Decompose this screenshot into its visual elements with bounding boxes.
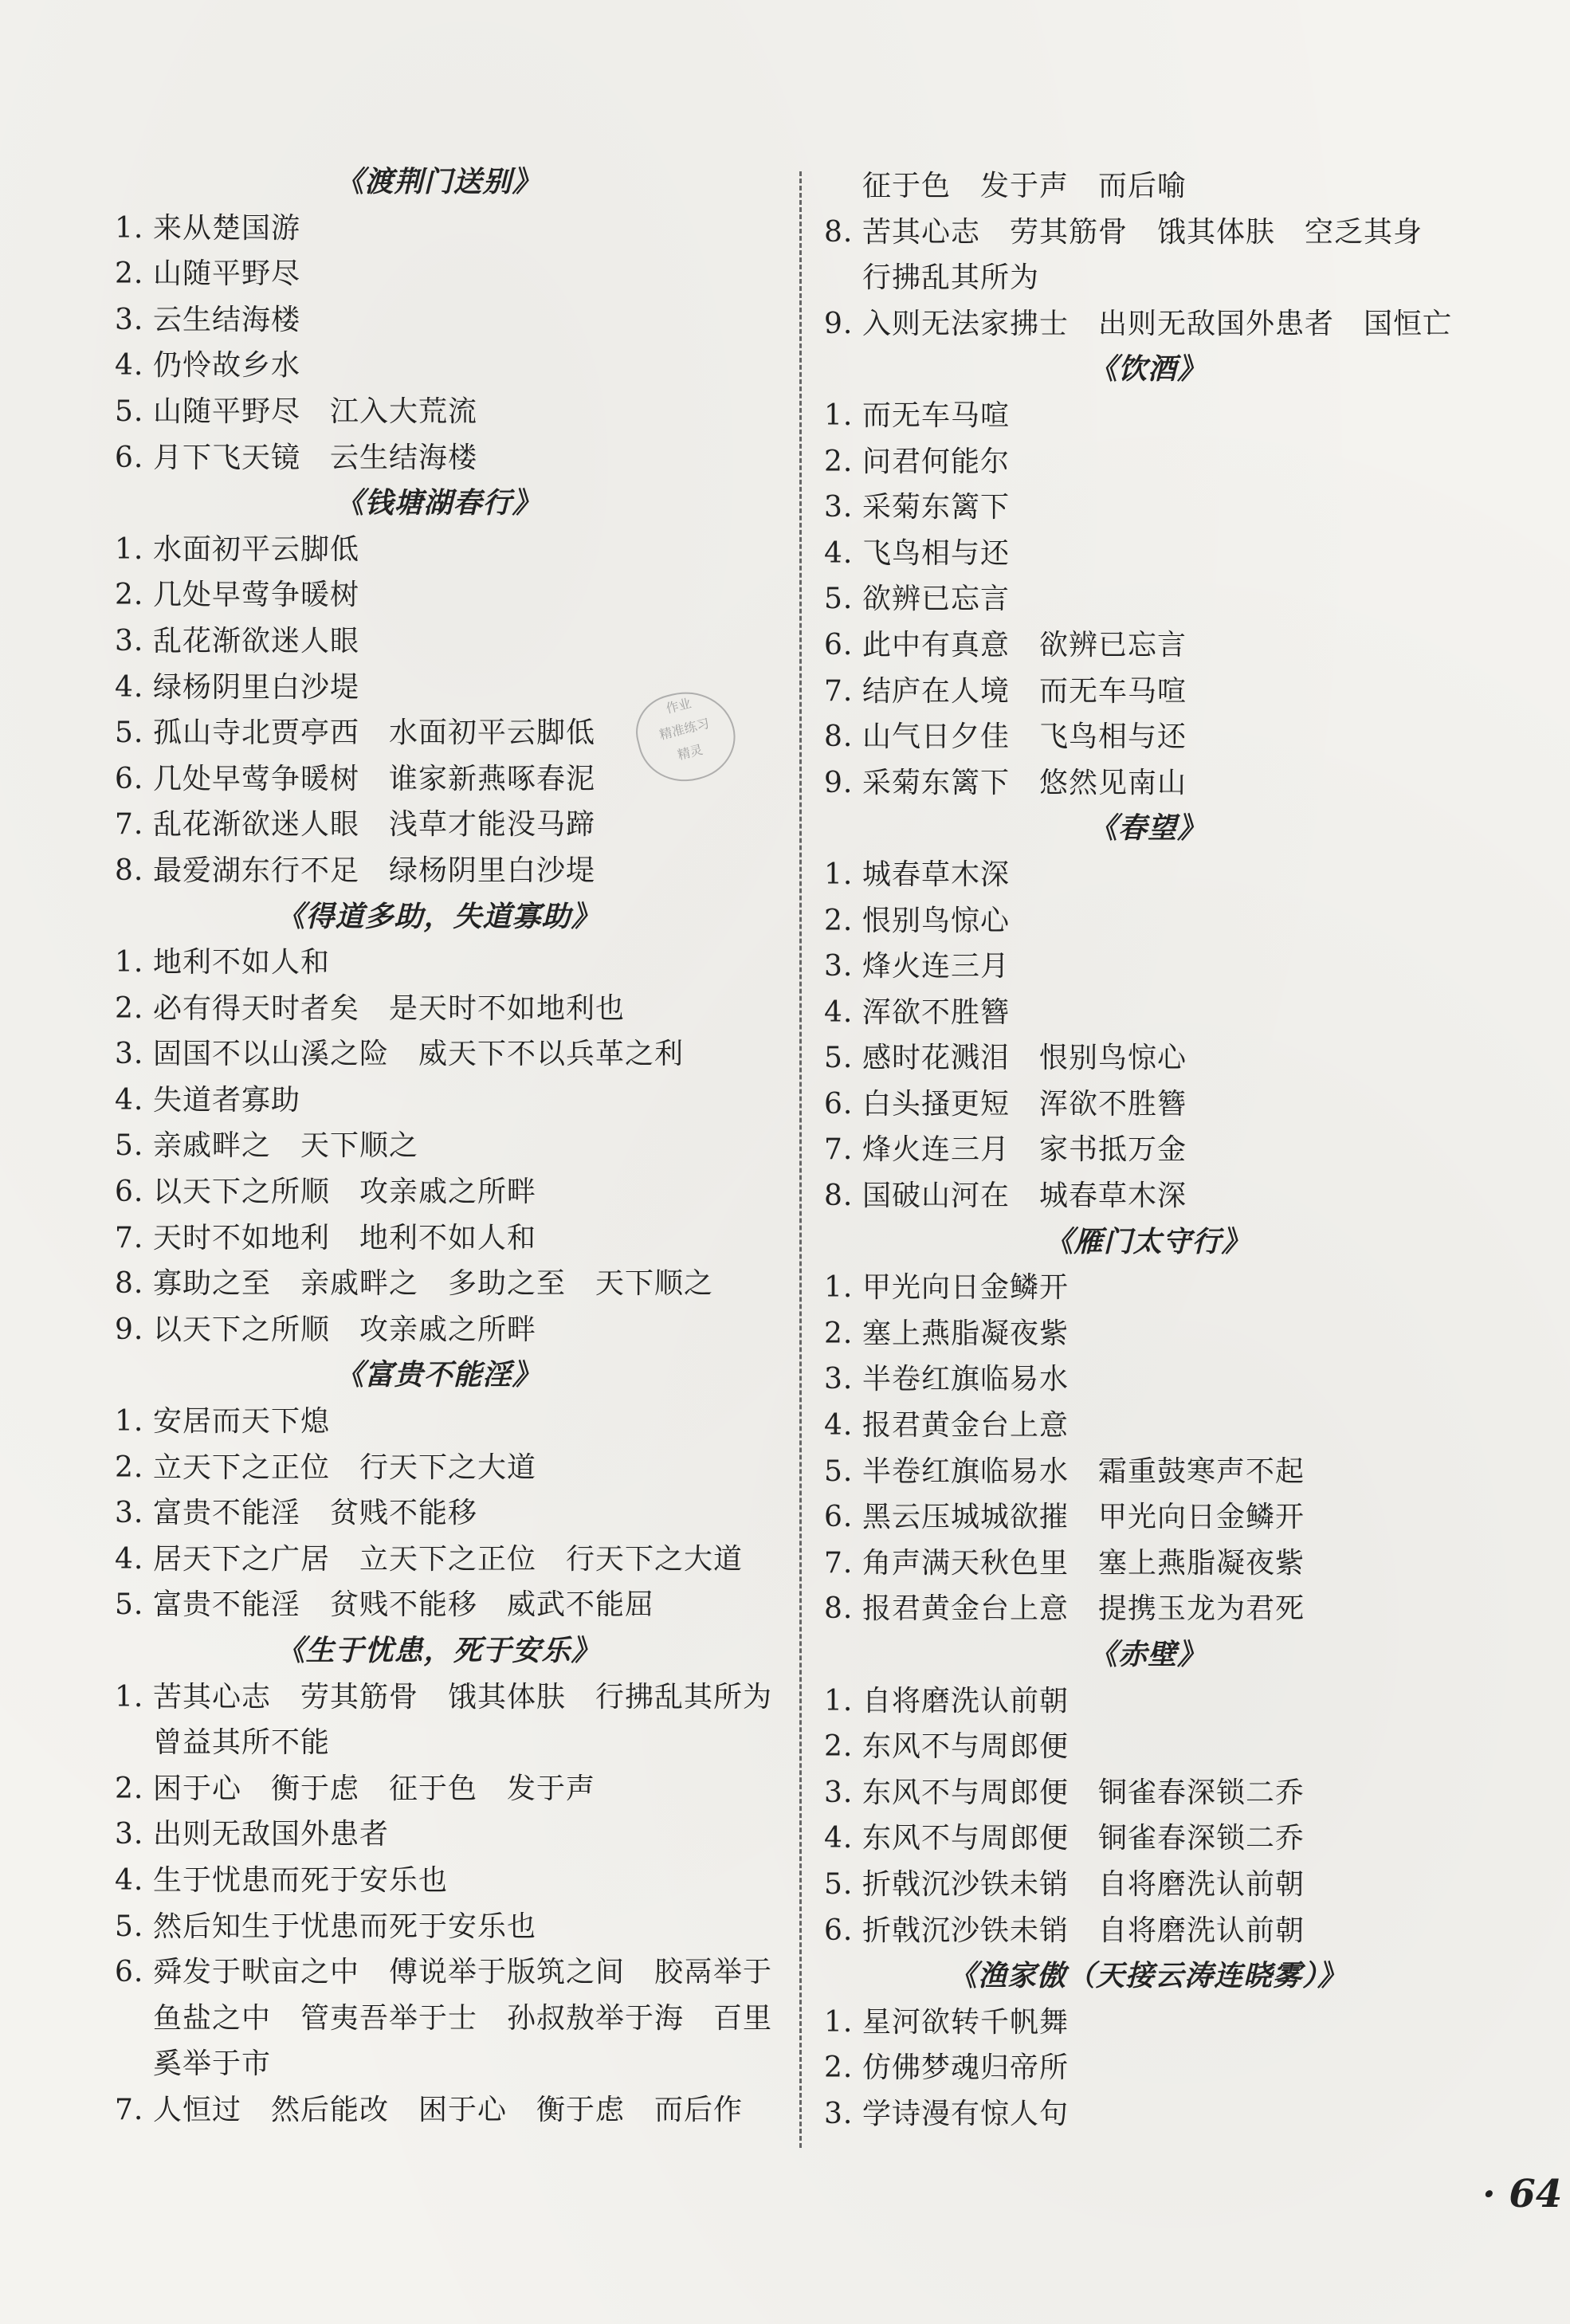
item-number: 4.	[824, 1822, 854, 1855]
item-text: 舜发于畎亩之中 傅说举于版筑之间 胶鬲举于	[153, 1956, 773, 1989]
item-number: 6.	[824, 1914, 854, 1947]
item-text: 黑云压城城欲摧 甲光向日金鳞开	[862, 1501, 1305, 1534]
item-number: 5.	[824, 1867, 854, 1901]
item-number: 2.	[824, 2051, 854, 2085]
item-number: 6.	[824, 1087, 854, 1121]
item-number: 1.	[824, 858, 854, 891]
item-number: 9.	[115, 1313, 144, 1346]
item-text: 城春草木深	[862, 858, 1011, 891]
answer-item	[112, 251, 797, 297]
stamp-line-2: 精准练习	[657, 715, 712, 743]
item-text: 仍怜故乡水	[153, 349, 301, 383]
left-column	[112, 159, 797, 2134]
item-number: 2.	[115, 1772, 144, 1805]
answer-item	[821, 1862, 1506, 1908]
item-text: 来从楚国游	[153, 211, 301, 245]
answer-item	[821, 1035, 1506, 1082]
item-text: 学诗漫有惊人句	[862, 2097, 1070, 2130]
answer-item	[112, 1582, 797, 1628]
answer-item	[821, 898, 1506, 944]
item-text: 塞上燕脂凝夜紫	[862, 1317, 1070, 1350]
answer-item	[821, 760, 1506, 807]
page-number: · 64	[1482, 2172, 1563, 2216]
answer-item	[821, 1816, 1506, 1862]
item-number: 1.	[824, 2005, 854, 2039]
item-text: 自将磨洗认前朝	[862, 1684, 1070, 1717]
section-title: 《渡荆门送别》	[335, 165, 542, 198]
answer-item	[112, 1031, 797, 1078]
answer-item	[821, 1173, 1506, 1219]
item-number: 7.	[115, 808, 144, 842]
answer-item	[112, 1812, 797, 1858]
item-number: 5.	[824, 583, 854, 616]
item-text: 固国不以山溪之险 威天下不以兵革之利	[153, 1038, 685, 1071]
answer-item	[821, 1265, 1506, 1311]
answer-item	[112, 1490, 797, 1537]
stamp-line-1: 作业	[664, 695, 693, 716]
item-number: 7.	[824, 674, 854, 708]
section-title: 《富贵不能淫》	[335, 1358, 542, 1392]
item-number: 5.	[115, 395, 144, 428]
item-text: 地利不如人和	[153, 946, 331, 979]
item-number: 6.	[824, 628, 854, 661]
answer-item	[821, 1494, 1506, 1541]
item-number: 3.	[824, 1776, 854, 1809]
item-text: 报君黄金台上意 提携玉龙为君死	[862, 1592, 1305, 1626]
answer-item	[112, 435, 797, 481]
item-text: 半卷红旗临易水	[862, 1363, 1070, 1396]
item-number: 3.	[824, 2097, 854, 2130]
answer-item	[821, 393, 1506, 439]
item-text: 飞鸟相与还	[862, 536, 1011, 570]
item-number: 6.	[115, 441, 144, 474]
item-continuation: 征于色 发于声 而后喻	[862, 170, 1187, 202]
item-number: 2.	[824, 1317, 854, 1350]
item-number: 2.	[115, 257, 144, 291]
item-text: 出则无敌国外患者	[153, 1818, 390, 1851]
item-number: 8.	[824, 720, 854, 754]
answer-item	[821, 2045, 1506, 2091]
item-text: 生于忧患而死于安乐也	[153, 1863, 449, 1897]
answer-item	[821, 439, 1506, 485]
answer-item	[112, 297, 797, 343]
item-text: 仿佛梦魂归帝所	[862, 2051, 1070, 2085]
answer-item	[821, 210, 1506, 256]
answer-item	[821, 1403, 1506, 1449]
item-text: 山气日夕佳 飞鸟相与还	[862, 720, 1187, 754]
item-number: 4.	[824, 536, 854, 570]
item-number: 4.	[115, 349, 144, 383]
answer-item	[821, 852, 1506, 898]
item-text: 东风不与周郎便 铜雀春深锁二乔	[862, 1822, 1305, 1855]
item-text: 富贵不能淫 贫贱不能移 威武不能屈	[153, 1588, 655, 1622]
item-text: 报君黄金台上意	[862, 1409, 1070, 1443]
item-number: 8.	[824, 1592, 854, 1626]
item-text: 云生结海楼	[153, 303, 301, 336]
item-text: 角声满天秋色里 塞上燕脂凝夜紫	[862, 1546, 1305, 1580]
answer-item	[821, 669, 1506, 715]
item-number: 2.	[115, 991, 144, 1025]
item-continuation: 鱼盐之中 管夷吾举于士 孙叔敖举于海 百里	[153, 2001, 773, 2035]
item-text: 以天下之所顺 攻亲戚之所畔	[153, 1176, 537, 1209]
item-text: 孤山寺北贾亭西 水面初平云脚低	[153, 716, 596, 750]
item-text: 乱花渐欲迷人眼 浅草才能没马蹄	[153, 808, 596, 842]
item-text: 半卷红旗临易水 霜重鼓寒声不起	[862, 1454, 1305, 1488]
answer-item	[112, 1445, 797, 1491]
item-text: 最爱湖东行不足 绿杨阴里白沙堤	[153, 854, 596, 887]
item-number: 2.	[824, 445, 854, 478]
item-number: 5.	[115, 1588, 144, 1622]
answer-item	[821, 531, 1506, 577]
item-number: 3.	[115, 1038, 144, 1071]
item-number: 1.	[115, 532, 144, 566]
item-number: 7.	[824, 1546, 854, 1580]
item-number: 6.	[115, 1956, 144, 1989]
item-number: 8.	[824, 215, 854, 249]
item-text: 感时花溅泪 恨别鸟惊心	[862, 1042, 1187, 1075]
answer-item	[112, 802, 797, 848]
item-text: 绿杨阴里白沙堤	[153, 670, 360, 704]
item-text: 恨别鸟惊心	[862, 904, 1011, 937]
item-number: 2.	[824, 1730, 854, 1764]
answer-item	[821, 1586, 1506, 1632]
item-text: 苦其心志 劳其筋骨 饿其体肤 空乏其身	[862, 215, 1423, 249]
item-number: 5.	[115, 1129, 144, 1163]
item-text: 亲戚畔之 天下顺之	[153, 1129, 419, 1163]
item-text: 白头搔更短 浑欲不胜簪	[862, 1087, 1187, 1121]
item-text: 人恒过 然后能改 困于心 衡于虑 而后作	[153, 2093, 744, 2126]
item-number: 8.	[115, 1267, 144, 1301]
right-column	[821, 163, 1506, 2138]
answer-item	[821, 1356, 1506, 1403]
item-number: 5.	[824, 1454, 854, 1488]
answer-item	[821, 1678, 1506, 1725]
answer-item	[821, 2091, 1506, 2138]
item-number: 2.	[115, 579, 144, 612]
answer-item	[112, 572, 797, 618]
item-number: 6.	[115, 1176, 144, 1209]
item-number: 2.	[115, 1451, 144, 1484]
answer-item	[821, 301, 1506, 347]
section-title: 《雁门太守行》	[1044, 1224, 1251, 1258]
item-number: 8.	[115, 854, 144, 887]
item-number: 6.	[115, 762, 144, 795]
answer-item	[821, 1908, 1506, 1954]
answer-item	[821, 1449, 1506, 1495]
item-text: 山随平野尽	[153, 257, 301, 291]
item-number: 3.	[115, 303, 144, 336]
item-text: 而无车马喧	[862, 398, 1011, 432]
item-text: 折戟沉沙铁未销 自将磨洗认前朝	[862, 1914, 1305, 1947]
section-title: 《渔家傲（天接云涛连晓雾）》	[948, 1959, 1347, 1993]
item-text: 入则无法家拂士 出则无敌国外患者 国恒亡	[862, 307, 1453, 340]
item-number: 7.	[824, 1133, 854, 1167]
answer-item	[821, 1082, 1506, 1128]
answer-item	[112, 1858, 797, 1904]
section-title: 《钱塘湖春行》	[335, 486, 542, 520]
section-title: 《饮酒》	[1088, 352, 1207, 387]
answer-item	[112, 940, 797, 986]
answer-item	[821, 576, 1506, 622]
item-number: 4.	[115, 1863, 144, 1897]
item-number: 1.	[824, 1271, 854, 1305]
item-text: 甲光向日金鳞开	[862, 1271, 1070, 1305]
item-text: 几处早莺争暖树 谁家新燕啄春泥	[153, 762, 596, 795]
item-text: 必有得天时者矣 是天时不如地利也	[153, 991, 626, 1025]
item-number: 5.	[115, 716, 144, 750]
item-number: 4.	[115, 670, 144, 704]
item-text: 富贵不能淫 贫贱不能移	[153, 1497, 478, 1530]
item-number: 7.	[115, 2093, 144, 2126]
item-continuation: 奚举于市	[153, 2047, 272, 2081]
stamp-line-3: 精灵	[676, 741, 705, 763]
answer-item	[112, 389, 797, 435]
answer-item	[112, 986, 797, 1032]
answer-item	[112, 1537, 797, 1583]
answer-item	[112, 1674, 797, 1721]
item-text: 星河欲转千帆舞	[862, 2005, 1070, 2039]
answer-item	[821, 485, 1506, 531]
item-number: 9.	[824, 307, 854, 340]
item-text: 苦其心志 劳其筋骨 饿其体肤 行拂乱其所为	[153, 1680, 773, 1714]
item-number: 2.	[824, 904, 854, 937]
item-continuation: 行拂乱其所为	[862, 261, 1040, 295]
answer-item	[112, 1078, 797, 1124]
item-text: 几处早莺争暖树	[153, 579, 360, 612]
section-title: 《赤壁》	[1088, 1638, 1207, 1671]
item-text: 此中有真意 欲辨已忘言	[862, 628, 1187, 661]
answer-item	[821, 1541, 1506, 1587]
answer-item	[821, 1724, 1506, 1770]
item-number: 3.	[115, 1818, 144, 1851]
item-number: 1.	[115, 946, 144, 979]
answer-item	[112, 527, 797, 573]
item-text: 国破山河在 城春草木深	[862, 1180, 1187, 1213]
item-text: 寡助之至 亲戚畔之 多助之至 天下顺之	[153, 1267, 714, 1301]
answer-item	[821, 714, 1506, 760]
item-number: 1.	[115, 1680, 144, 1714]
item-text: 问君何能尔	[862, 445, 1011, 478]
answer-item	[112, 618, 797, 665]
item-text: 乱花渐欲迷人眼	[153, 624, 360, 658]
answer-item	[112, 2087, 797, 2134]
item-text: 居天下之广居 立天下之正位 行天下之大道	[153, 1542, 744, 1576]
item-text: 失道者寡助	[153, 1083, 301, 1117]
answer-item	[112, 343, 797, 389]
item-text: 水面初平云脚低	[153, 532, 360, 566]
column-divider	[799, 171, 802, 2148]
item-number: 4.	[115, 1083, 144, 1117]
item-number: 1.	[824, 1684, 854, 1717]
item-number: 4.	[824, 1409, 854, 1443]
item-text: 月下飞天镜 云生结海楼	[153, 441, 478, 474]
item-text: 结庐在人境 而无车马喧	[862, 674, 1187, 708]
item-number: 1.	[824, 398, 854, 432]
item-number: 5.	[115, 1910, 144, 1943]
answer-item	[112, 1123, 797, 1169]
item-text: 天时不如地利 地利不如人和	[153, 1221, 537, 1254]
item-number: 4.	[115, 1542, 144, 1576]
answer-item	[112, 1261, 797, 1307]
item-text: 立天下之正位 行天下之大道	[153, 1451, 537, 1484]
answer-item	[821, 1770, 1506, 1816]
answer-item	[112, 1904, 797, 1950]
answer-item	[112, 1169, 797, 1215]
section-title: 《春望》	[1088, 811, 1207, 846]
answer-item	[112, 848, 797, 894]
item-number: 9.	[824, 766, 854, 799]
item-text: 安居而天下熄	[153, 1405, 331, 1439]
item-text: 烽火连三月 家书抵万金	[862, 1133, 1187, 1167]
item-text: 东风不与周郎便 铜雀春深锁二乔	[862, 1776, 1305, 1809]
answer-item	[821, 990, 1506, 1036]
section-title: 《生于忧患，死于安乐》	[276, 1634, 601, 1667]
answer-item	[112, 1399, 797, 1445]
item-text: 烽火连三月	[862, 950, 1011, 983]
item-number: 3.	[824, 1363, 854, 1396]
answer-item	[112, 1949, 797, 1996]
item-number: 3.	[115, 624, 144, 658]
item-number: 1.	[115, 1405, 144, 1439]
item-text: 然后知生于忧患而死于安乐也	[153, 1910, 537, 1943]
section-title: 《得道多助，失道寡助》	[276, 899, 601, 933]
answer-item	[112, 1766, 797, 1812]
item-text: 山随平野尽 江入大荒流	[153, 395, 478, 428]
item-number: 6.	[824, 1501, 854, 1534]
answer-item	[821, 622, 1506, 669]
item-text: 采菊东篱下	[862, 491, 1011, 524]
answer-item	[112, 1215, 797, 1262]
item-number: 3.	[115, 1497, 144, 1530]
answer-item	[821, 1127, 1506, 1173]
item-text: 困于心 衡于虑 征于色 发于声	[153, 1772, 596, 1805]
answer-item	[112, 206, 797, 252]
item-number: 8.	[824, 1180, 854, 1213]
item-text: 以天下之所顺 攻亲戚之所畔	[153, 1313, 537, 1346]
item-number: 3.	[824, 491, 854, 524]
item-number: 7.	[115, 1221, 144, 1254]
item-text: 欲辨已忘言	[862, 583, 1011, 616]
item-text: 采菊东篱下 悠然见南山	[862, 766, 1187, 799]
answer-item	[821, 2000, 1506, 2046]
item-number: 1.	[115, 211, 144, 245]
item-number: 4.	[824, 995, 854, 1029]
item-text: 浑欲不胜簪	[862, 995, 1011, 1029]
item-continuation: 曾益其所不能	[153, 1726, 331, 1760]
item-text: 折戟沉沙铁未销 自将磨洗认前朝	[862, 1867, 1305, 1901]
answer-item	[821, 1311, 1506, 1357]
item-text: 东风不与周郎便	[862, 1730, 1070, 1764]
answer-item	[821, 944, 1506, 990]
item-number: 5.	[824, 1042, 854, 1075]
answer-item	[112, 1307, 797, 1353]
item-number: 3.	[824, 950, 854, 983]
